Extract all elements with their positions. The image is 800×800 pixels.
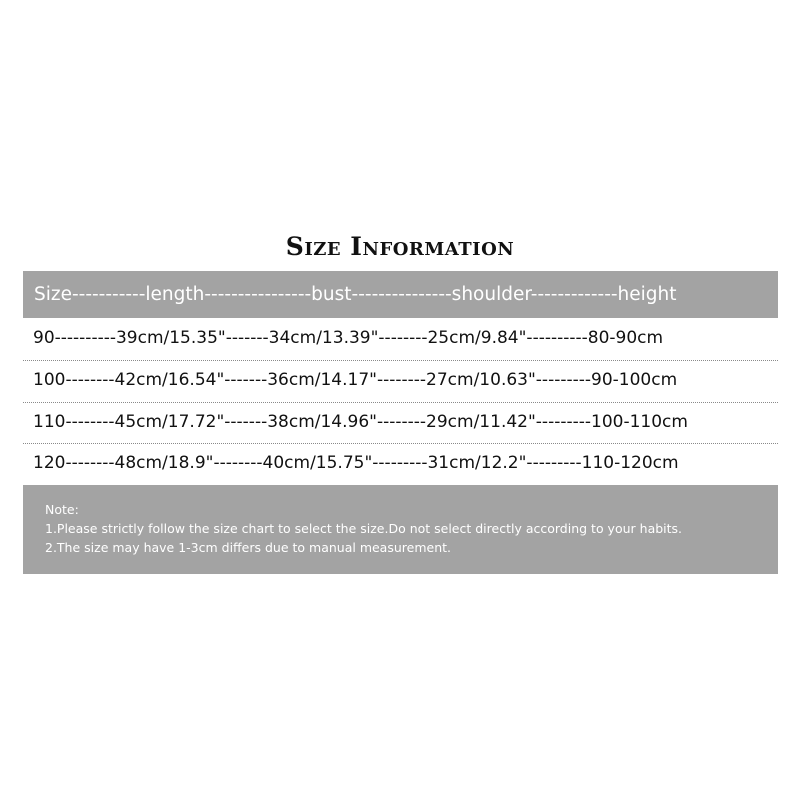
row-divider xyxy=(23,402,778,403)
note-line-2: 2.The size may have 1-3cm differs due to manual measurement. xyxy=(45,540,451,555)
size-row-90: 90----------39cm/15.35"-------34cm/13.39"--------25cm/9.84"----------80-90cm xyxy=(33,328,664,348)
page-title: Size Information xyxy=(285,232,515,261)
row-divider xyxy=(23,443,778,444)
note-box xyxy=(23,485,778,574)
note-heading: Note: xyxy=(45,502,79,517)
size-row-110: 110--------45cm/17.72"-------38cm/14.96"--------29cm/11.42"---------100-110cm xyxy=(33,412,688,432)
size-row-120: 120--------48cm/18.9"--------40cm/15.75"---------31cm/12.2"---------110-120cm xyxy=(33,453,679,473)
size-row-100: 100--------42cm/16.54"-------36cm/14.17"--------27cm/10.63"---------90-100cm xyxy=(33,370,678,390)
size-table-header: Size-----------length----------------bust---------------shoulder-------------height xyxy=(23,271,778,318)
row-divider xyxy=(23,360,778,361)
note-line-1: 1.Please strictly follow the size chart to select the size.Do not select directly according to your habits. xyxy=(45,521,683,536)
